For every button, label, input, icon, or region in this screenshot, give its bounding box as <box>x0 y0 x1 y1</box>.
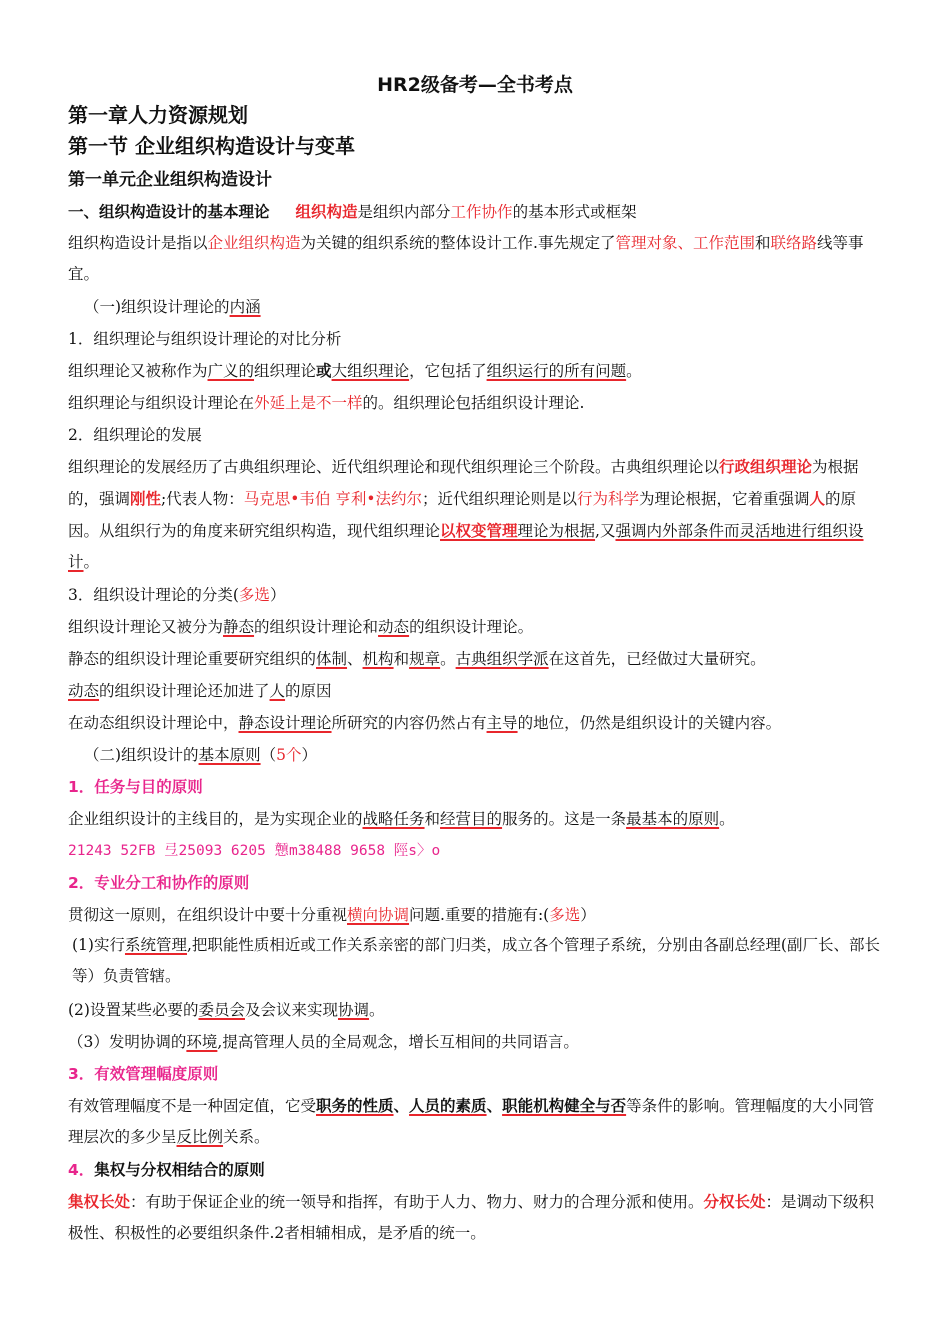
underlined: 协调 <box>338 1001 370 1019</box>
document-title: HR2级备考—全书考点 <box>377 74 573 96</box>
underlined: 职能机构健全与否 <box>502 1096 627 1115</box>
text-span: 。 <box>440 650 456 668</box>
text-span: 线等事宜。 <box>68 234 864 283</box>
underlined: 动态 <box>68 682 100 700</box>
text-span: ：有助于保证企业的统一领导和指挥，有助于人力、物力、财力的合理分派和使用。 <box>130 1193 704 1211</box>
text-span: 组织构造设计是指以 <box>68 234 208 252</box>
highlight: 企业组织构造 <box>207 234 301 252</box>
text-span: 集权与分权相结合的原则 <box>94 1161 265 1179</box>
text-span: 组织理论 <box>254 362 317 380</box>
text-span: 、 <box>347 650 363 668</box>
underlined: 强调内外部条件而灵活地进行组织设计 <box>68 522 864 571</box>
highlight: 5个 <box>276 746 302 764</box>
text-span: 组织设计理论又被分为 <box>68 618 224 636</box>
text-span: 问题.重要的措施有:( <box>409 906 550 924</box>
text-span: 组织理论的发展经历了古典组织理论、近代组织理论和现代组织理论三个阶段。古典组织理论以 <box>68 458 720 476</box>
highlight: 外延上是不一样 <box>254 394 363 412</box>
underlined: 主导 <box>486 714 518 732</box>
text-span: 和 <box>424 810 441 828</box>
paragraph-classification <box>68 616 880 638</box>
underlined: 动态 <box>378 618 410 636</box>
text-span: （二)组织设计的 <box>84 746 199 764</box>
underlined: 反比例 <box>176 1128 224 1146</box>
text-span: （3）发明协调的 <box>68 1033 187 1051</box>
paragraph-extension <box>68 392 880 414</box>
text-span: 贯彻这一原则，在组织设计中要十分重视 <box>68 906 348 924</box>
text-span: ） <box>580 906 596 924</box>
text-span: 是组织内部分 <box>357 203 451 221</box>
item-2-title: 2．组织理论的发展 <box>68 426 202 444</box>
text-span: 等条件的影响。管理幅度的大小同管理层次的多少呈 <box>68 1097 875 1146</box>
paragraph-principle-4 <box>68 1186 880 1249</box>
text-span: 、 <box>677 234 693 252</box>
garbled-code-line: 21243 52FB 弖25093 6205 戅m38488 9658 陘s〉o <box>68 843 441 859</box>
principle-2-heading: 2．专业分工和协作的原则 <box>68 874 250 892</box>
text-span: 的地位，仍然是组织设计的关键内容。 <box>517 714 782 732</box>
paragraph-broad-theory <box>68 360 880 382</box>
highlight: 刚性 <box>130 489 162 508</box>
subsection-connotation <box>68 296 880 318</box>
text-span: 的。组织理论包括组织设计理论. <box>362 394 585 412</box>
paragraph-principle-2 <box>68 904 880 926</box>
text-span: 4． <box>68 1161 95 1179</box>
underlined: 经营目的 <box>440 810 503 828</box>
paragraph-measure-1 <box>68 930 880 992</box>
text-span: 。 <box>626 362 642 380</box>
text-span: 的原因。从组织行为的角度来研究组织构造，现代组织理论 <box>68 490 857 540</box>
text-span: ,把职能性质相近或工作关系亲密的部门归类，成立各个管理子系统，分别由各副总经理(副厂长、部长等）负责管辖。 <box>72 936 880 985</box>
text-span: ;代表人物： <box>161 490 244 508</box>
item-3-title <box>68 584 880 606</box>
paragraph-principle-3 <box>68 1090 880 1153</box>
unit-heading: 第一单元企业组织构造设计 <box>68 170 272 190</box>
highlight: 集权长处 <box>68 1192 131 1211</box>
text-span: 静态的组织设计理论重要研究组织的 <box>68 650 317 668</box>
text-span: 所研究的内容仍然占有 <box>331 714 487 732</box>
text-span: ,又 <box>595 522 616 540</box>
text-span: 或 <box>316 361 332 380</box>
underlined: 古典组织学派 <box>455 650 549 668</box>
term-org-structure: 组织构造 <box>295 202 358 221</box>
highlight: 分权长处 <box>703 1192 766 1211</box>
theory-heading: 一、组织构造设计的基本理论 <box>68 203 270 221</box>
underlined: 广义的 <box>207 362 255 380</box>
text-span: 3．组织设计理论的分类( <box>68 586 239 604</box>
paragraph-principle-1 <box>68 808 880 830</box>
text-span: 和 <box>755 234 771 252</box>
underlined: 规章 <box>409 650 441 668</box>
text-span: (2)设置某些必要的 <box>68 1001 199 1019</box>
highlight: 人 <box>809 489 826 508</box>
underlined: 系统管理 <box>124 936 187 954</box>
text-span: 、 <box>486 1096 503 1115</box>
underlined: 最基本的原则 <box>626 810 720 828</box>
highlight: 工作范围 <box>693 234 756 252</box>
subsection-principles <box>68 744 880 766</box>
text-span: 和 <box>393 650 410 668</box>
text-span: 为理论根据，它着重强调 <box>639 490 810 508</box>
highlight: 行政组织理论 <box>719 457 813 476</box>
underlined: 职务的性质 <box>316 1096 394 1115</box>
underlined: 组织运行的所有问题 <box>486 362 627 380</box>
paragraph-measure-2 <box>68 999 880 1021</box>
text-span: ；近代组织理论则是以 <box>421 490 577 508</box>
text-span: 的原因 <box>285 682 332 700</box>
paragraph-static-theory <box>68 648 880 670</box>
highlight: 联络路 <box>770 234 818 252</box>
underlined: 内涵 <box>229 298 261 316</box>
text-span: 服务的。这是一条 <box>502 810 627 828</box>
underlined: 基本原则 <box>198 746 261 764</box>
text-span: 关系。 <box>223 1128 270 1146</box>
text-span: 在动态组织设计理论中， <box>68 714 239 732</box>
highlight: 多选 <box>549 906 581 924</box>
underlined: 理论为根据 <box>517 522 596 540</box>
underlined: 环境 <box>186 1033 218 1051</box>
underlined: 机构 <box>362 650 394 668</box>
paragraph-theory-development <box>68 451 880 578</box>
underlined: 静态 <box>223 618 255 636</box>
text-span: 的基本形式或框架 <box>512 203 637 221</box>
highlight: 多选 <box>238 586 270 604</box>
text-span: 。 <box>369 1001 385 1019</box>
text-span: 为关键的组织系统的整体设计工作.事先规定了 <box>300 234 616 252</box>
chapter-heading: 第一章人力资源规划 <box>68 103 248 127</box>
text-span: 为根据的，强调 <box>68 458 859 508</box>
paragraph-dynamic-theory <box>68 680 880 702</box>
item-1-title: 1．组织理论与组织设计理论的对比分析 <box>68 330 342 348</box>
paragraph-definition <box>68 228 880 290</box>
principle-1-heading: 1．任务与目的原则 <box>68 778 203 796</box>
highlight: 马克思•韦伯 亨利•法约尔 <box>243 490 422 508</box>
text-span: 。 <box>719 810 735 828</box>
underlined: 人员的素质 <box>409 1096 487 1115</box>
text-span: (1)实行 <box>72 936 125 954</box>
underlined: 体制 <box>316 650 348 668</box>
highlight: 以权变管理 <box>440 521 518 540</box>
text-span: 。 <box>83 553 100 571</box>
highlight: 行为科学 <box>577 490 640 508</box>
text-span: 有效管理幅度不是一种固定值，它受 <box>68 1097 317 1115</box>
highlight: 横向协调 <box>347 906 410 924</box>
text-span: 在这首先，已经做过大量研究。 <box>548 650 766 668</box>
text-span: 、 <box>393 1096 410 1115</box>
principle-3-heading: 3．有效管理幅度原则 <box>68 1065 219 1083</box>
text-span: ） <box>269 586 286 604</box>
paragraph-measure-3 <box>68 1031 880 1053</box>
text-span: 企业组织设计的主线目的，是为实现企业的 <box>68 810 363 828</box>
underlined: 静态设计理论 <box>238 714 332 732</box>
text-span: ：是调动下级积极性、积极性的必要组织条件.2者相辅相成，是矛盾的统一。 <box>68 1193 875 1242</box>
text-span: 的组织设计理论。 <box>409 618 534 636</box>
text-span: ,提高管理人员的全局观念，增长互相间的共同语言。 <box>217 1033 579 1051</box>
text-span: 组织理论与组织设计理论在 <box>68 394 255 412</box>
section-heading: 第一节 企业组织构造设计与变革 <box>68 134 355 158</box>
text-span: 的组织设计理论和 <box>254 618 379 636</box>
theory-heading-line <box>68 201 880 223</box>
text-span: ，它包括了 <box>409 362 487 380</box>
text-span: （一)组织设计理论的 <box>84 298 230 316</box>
principle-4-heading <box>68 1159 880 1181</box>
term-work-coop: 工作协作 <box>450 203 513 221</box>
text-span: ） <box>301 746 317 764</box>
underlined: 战略任务 <box>362 810 425 828</box>
underlined: 委员会 <box>198 1001 245 1019</box>
underlined: 人 <box>269 682 286 700</box>
text-span: （ <box>260 746 277 764</box>
text-span: 组织理论又被称作为 <box>68 362 208 380</box>
highlight: 管理对象 <box>615 234 678 252</box>
paragraph-dominant <box>68 712 880 734</box>
underlined: 大组织理论 <box>331 362 410 380</box>
text-span: 及会议来实现 <box>244 1001 338 1019</box>
text-span: 的组织设计理论还加进了 <box>99 682 270 700</box>
